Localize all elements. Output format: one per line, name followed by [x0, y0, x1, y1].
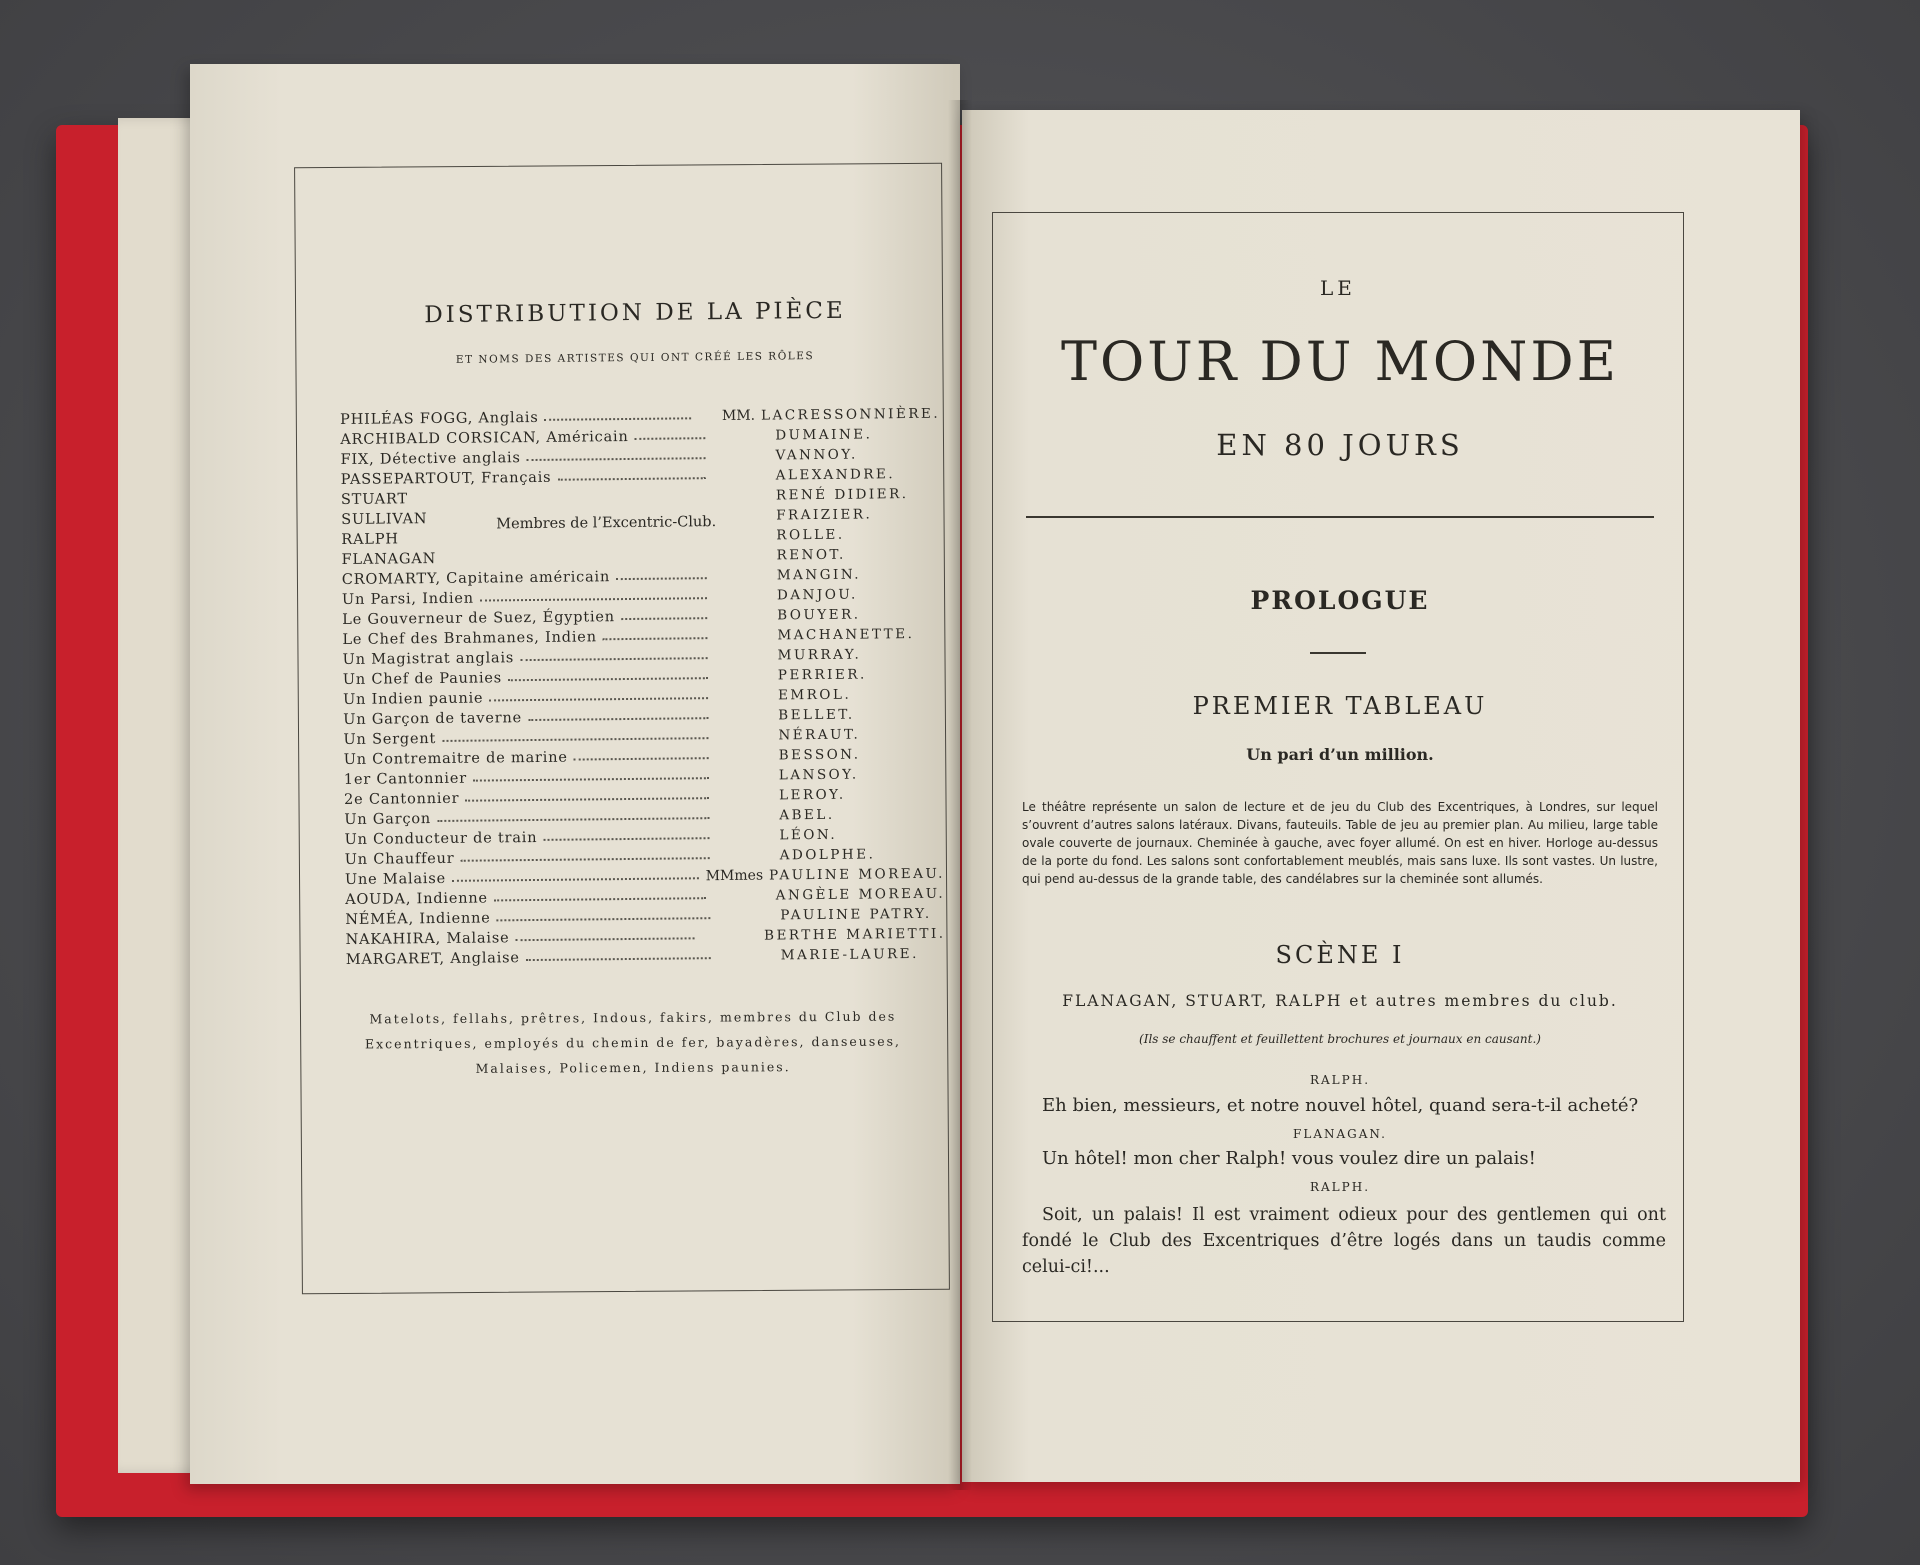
dot-leader — [545, 417, 692, 421]
cast-role: SULLIVAN — [341, 511, 428, 528]
cast-role: AOUDA, Indienne — [345, 890, 488, 908]
cast-role: Un Indien paunie — [342, 690, 484, 708]
cast-role: Un Garçon — [344, 811, 432, 828]
cast-role: CROMARTY, Capitaine américain — [341, 569, 611, 588]
dialogue-paragraph: Soit, un palais! Il est vraiment odieux pour des gentlemen qui ont fondé le Club des Excentriques d’être logés dans un taudis comme celui-ci!... — [1022, 1205, 1666, 1277]
cast-prefix: MMmes — [705, 867, 764, 885]
dot-leader — [528, 717, 708, 721]
cast-role: Un Magistrat anglais — [342, 650, 515, 668]
short-rule — [1310, 652, 1366, 654]
dot-leader — [437, 817, 709, 822]
dot-leader — [520, 657, 708, 661]
cast-actor: PAULINE PATRY. — [780, 905, 932, 924]
cast-actor: LANSOY. — [778, 766, 859, 784]
cast-actor: DANJOU. — [776, 586, 858, 604]
book-subtitle: EN 80 JOURS — [1216, 428, 1464, 462]
cast-actor: BELLET. — [778, 706, 855, 724]
cast-role: FIX, Détective anglais — [340, 450, 521, 468]
cast-role: Un Sergent — [343, 731, 437, 748]
title-article: LE — [1320, 276, 1356, 300]
dot-leader — [574, 757, 709, 760]
cast-actor: MANGIN. — [776, 566, 862, 584]
cast-role: NAKAHIRA, Malaise — [345, 930, 510, 948]
cast-actor: ANGÈLE MOREAU. — [775, 885, 946, 904]
dot-leader — [452, 877, 699, 882]
cast-actor: BOUYER. — [777, 606, 861, 624]
dialogue-line: Eh bien, messieurs, et notre nouvel hôtel, quand sera-t-il acheté? — [1042, 1095, 1639, 1116]
cast-role: 2e Cantonnier — [344, 790, 460, 808]
cast-role: Un Parsi, Indien — [341, 590, 474, 608]
speaker-name: FLANAGAN. — [1293, 1127, 1387, 1141]
dot-leader — [527, 457, 706, 461]
cast-actor: ADOLPHE. — [779, 846, 876, 864]
dot-leader — [603, 637, 708, 640]
club-members-note: Membres de l’Excentric-Club. — [496, 514, 717, 533]
cast-actor: ALEXANDRE. — [775, 466, 896, 484]
dialogue-line: Un hôtel! mon cher Ralph! vous voulez dire un palais! — [1042, 1148, 1536, 1169]
cast-role: FLANAGAN — [341, 551, 437, 568]
dot-leader — [442, 737, 708, 742]
cast-role: Un Conducteur de train — [344, 829, 538, 848]
dot-leader — [465, 797, 709, 802]
distribution-heading: DISTRIBUTION DE LA PIÈCE — [424, 297, 846, 329]
cast-role: Un Chauffeur — [344, 850, 455, 868]
cast-role: PHILÉAS FOGG, Anglais — [340, 409, 539, 428]
cast-role: RALPH — [341, 531, 399, 548]
cast-role: Un Chef de Paunies — [342, 670, 503, 688]
stage-direction: (Ils se chauffent et feuillettent brochures et journaux en causant.) — [1139, 1032, 1541, 1046]
dot-leader — [557, 477, 705, 481]
cast-role: Le Gouverneur de Suez, Égyptien — [342, 609, 615, 628]
cast-actor: ROLLE. — [776, 526, 845, 544]
distribution-subheading: ET NOMS DES ARTISTES QUI ONT CRÉÉ LES RÔLES — [455, 350, 815, 366]
cast-actor: FRAIZIER. — [776, 506, 873, 524]
dot-leader — [473, 777, 709, 781]
dot-leader — [494, 897, 706, 901]
cast-actor: RENOT. — [776, 546, 846, 564]
cast-role: ARCHIBALD CORSICAN, Américain — [340, 428, 629, 448]
cast-actor: LÉON. — [779, 826, 838, 844]
cast-actor: VANNOY. — [775, 446, 858, 464]
cast-role: NÉMÉA, Indienne — [345, 910, 491, 928]
cast-actor: NÉRAUT. — [778, 726, 861, 744]
book-title: TOUR DU MONDE — [1060, 330, 1620, 393]
title-rule — [1026, 516, 1654, 518]
cast-role: 1er Cantonnier — [343, 770, 467, 788]
dot-leader — [616, 577, 707, 580]
dot-leader — [543, 837, 709, 841]
dot-leader — [489, 697, 708, 701]
scene-characters: FLANAGAN, STUART, RALPH et autres membres du club. — [1062, 992, 1618, 1010]
cast-actor: BESSON. — [778, 746, 861, 764]
cast-actor: PAULINE MOREAU. — [769, 865, 945, 884]
cast-role: Une Malaise — [344, 870, 447, 888]
cast-role: Un Contremaitre de marine — [343, 749, 568, 768]
cast-actor: BERTHE MARIETTI. — [764, 925, 946, 944]
club-members-group — [341, 482, 942, 568]
book-gutter — [948, 100, 972, 1490]
cast-actor: DUMAINE. — [775, 426, 873, 444]
cast-role: PASSEPARTOUT, Français — [340, 469, 552, 488]
cast-actor: MARIE-LAURE. — [780, 945, 919, 964]
speaker-name: RALPH. — [1309, 1180, 1371, 1194]
cast-role: STUART — [340, 491, 409, 508]
dot-leader — [526, 957, 711, 961]
cast-actor: LACRESSONNIÈRE. — [761, 405, 941, 424]
dot-leader — [621, 617, 707, 620]
cast-actor: EMROL. — [777, 686, 852, 704]
dot-leader — [515, 937, 694, 941]
stage-description: Le théâtre représente un salon de lecture et de jeu du Club des Excentriques, à Londres, sur lequel s’ouvrent d’autres salons latéraux. Divans, fauteuils. Table de jeu au premier plan. Au milieu, large table ovale couverte de journaux. Cheminée à gauche, avec foyer allumé. On est en hiver. Horloge au-dessus de la porte du fond. Les salons sont confortablement meublés, mais sans luxe. Ils sont vastes. Un lustre, qui pend au-dessus de la grande table, des candélabres sur la cheminée sont allumés. — [1022, 800, 1658, 886]
cast-actor: MURRAY. — [777, 646, 862, 664]
dot-leader — [497, 917, 711, 921]
dot-leader — [508, 677, 708, 681]
extras-list: Matelots, fellahs, prêtres, Indous, fakirs, membres du Club des Excentriques, employés du chemin de fer, bayadères, danseuses, Malaises, Policemen, Indiens paunies. — [364, 1008, 902, 1076]
scene-heading: SCÈNE I — [1275, 941, 1405, 969]
dot-leader — [461, 857, 710, 862]
cast-actor: PERRIER. — [777, 666, 867, 684]
cast-actor: ABEL. — [779, 806, 835, 824]
prologue-heading: PROLOGUE — [1250, 586, 1430, 615]
dot-leader — [480, 597, 707, 601]
tableau-subtitle: Un pari d’un million. — [1246, 745, 1434, 764]
cast-prefix: MM. — [721, 407, 756, 425]
cast-role: Un Garçon de taverne — [343, 710, 523, 728]
cast-role: Le Chef des Brahmanes, Indien — [342, 629, 597, 648]
tableau-heading: PREMIER TABLEAU — [1192, 692, 1488, 720]
cast-actor: MACHANETTE. — [777, 625, 915, 644]
speaker-name: RALPH. — [1309, 1073, 1371, 1087]
cast-list — [340, 402, 946, 968]
cast-actor: RENÉ DIDIER. — [775, 486, 909, 504]
cast-actor: LEROY. — [778, 786, 846, 804]
dot-leader — [635, 437, 706, 440]
cast-role: MARGARET, Anglaise — [345, 950, 520, 968]
